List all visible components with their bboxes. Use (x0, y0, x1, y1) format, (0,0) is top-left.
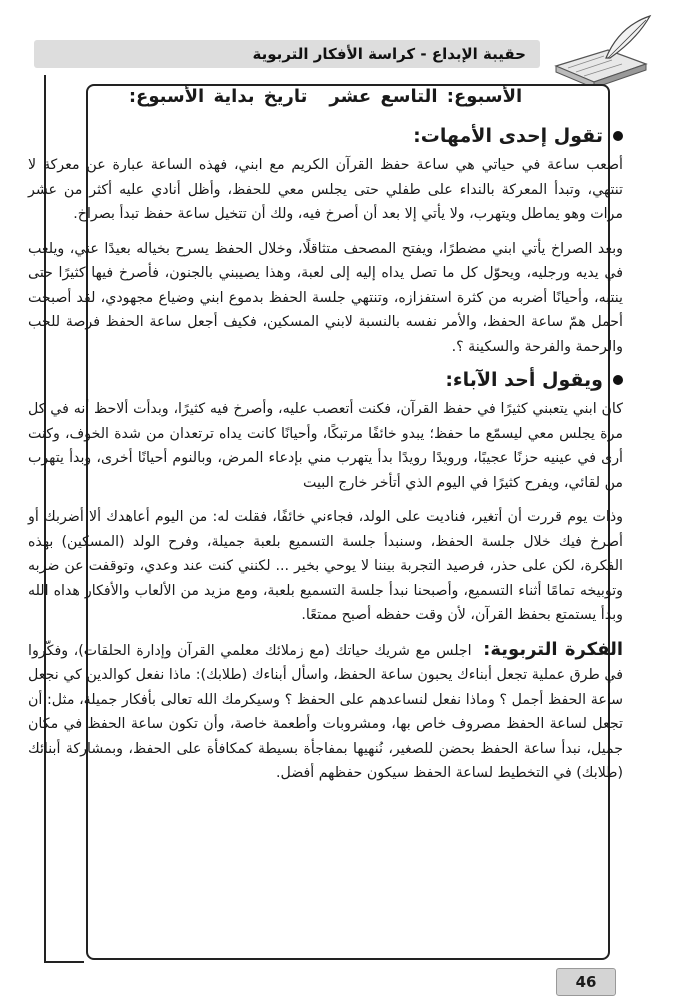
week-label: الأسبوع: التاسع عشر (329, 86, 523, 107)
header-title: حقيبة الإبداع - كراسة الأفكار التربوية (252, 45, 526, 63)
section-father-title: ويقول أحد الآباء: (28, 369, 623, 391)
educational-idea-label: الفكرة التربوية: (483, 638, 624, 660)
bullet-dot-icon (613, 375, 623, 385)
week-start-date-label: تاريخ بداية الأسبوع: (128, 86, 308, 107)
bullet-dot-icon (613, 131, 623, 141)
section-mother-title: تقول إحدى الأمهات: (28, 125, 623, 147)
book-and-quill-icon (546, 14, 654, 86)
mother-paragraph-2: وبعد الصراخ يأتي ابني مضطرًا، ويفتح المصحف متثاقلًا، وخلال الحفظ يسرح بخياله بعيدًا عني، ويلعب في يديه ورجليه، ويحوّل كل ما تصل يداه إليه إلى لعبة، وهذا يصيبني بالجنون، فأصرخ فيها كثيرًا حتى ينتبه، وأحيانًا أضربه من كثرة استفزازه، وتنتهي جلسة الحفظ بدموع ابني وضياع مجهودي، لقد أصبحت أحمل همّ ساعة الحفظ، والأمر نفسه بالنسبة لابني المسكين، فكيف أجعل ساعة الحفظ فرصة للحب والرحمة والفرحة والسكينة ؟. (28, 240, 623, 355)
mother-paragraph-1: أصعب ساعة في حياتي هي ساعة حفظ القرآن الكريم مع ابني، فهذه الساعة عبارة عن معركة لا تنتهي، وتبدأ المعركة بالنداء على طفلي حتى يجلس معي للحفظ، وأظل أنادي عليه أكثر من عشر مرات وهو يماطل ويتهرب، ولا يأتي إلا بعد أن أصرخ فيه، ولك أن تتخيل ساعة حفظ تبدأ بصراخ. (28, 157, 623, 222)
week-heading (28, 86, 623, 107)
father-paragraph-1: كان ابني يتعبني كثيرًا في حفظ القرآن، فكنت أتعصب عليه، وأصرخ فيه كثيرًا، وبدأت ألاحظ أنه في كل مرة يجلس معي ليسمّع ما حفظ؛ يبدو خائفًا مرتبكًا، وأحيانًا كانت يداه ترتعدان من شدة الخوف، وكنت أرى في عينيه حزنًا عجيبًا، ورويدًا رويدًا بدأ يتهرب مني بإدعاء المرض، وبالنوم أحيانًا أخرى، وبدأ يتهرب من لقائي، ويفرح كثيرًا في اليوم الذي أتأخر خارج البيت (28, 401, 623, 491)
header-band (34, 40, 540, 68)
educational-idea-text: اجلس مع شريك حياتك (مع زملائك معلمي القرآن وإدارة الحلقات)، وفكّروا في طرق عملية تجعل أبناءك يحبون ساعة الحفظ، واسأل أبناءك (طلابك): ماذا نفعل كوالدين كي نجعل ساعة الحفظ أجمل ؟ وماذا نفعل لنساعدهم على الحفظ ؟ وسيكرمك الله تعالى بأفكار جميلة، مثل: أن تجعل لساعة الحفظ مصروف خاص بها، ومشروبات وأطعمة خاصة، وأن تكون ساعة الحفظ في مكان جميل، نبدأ ساعة الحفظ بحضن للصغير، نُنهيها بمفاجأة بسيطة كمكافأة على الحفظ، وبمشاركة أبنائك (طلابك) في التخطيط لساعة الحفظ سيكون حفظهم أفضل. (28, 642, 623, 781)
page-number: 46 (556, 968, 616, 996)
frame-bottom-rule (44, 961, 84, 963)
educational-idea (28, 638, 623, 786)
page-content (28, 80, 623, 786)
father-paragraph-2: وذات يوم قررت أن أتغير، فناديت على الولد، فجاءني خائفًا، فقلت له: من اليوم أعاهدك ألا أضربك أو أصرخ فيك خلال جلسة الحفظ، وسنبدأ جلسة التسميع بلعبة جميلة، وفرح الولد (المسكين) بهذه الفكرة، لكن على حذر، فرصيد التجربة بيننا لا يوحي بخير ... لكنني كنت عند وعدي، وتوقفت عن ضربه وتوبيخه تمامًا أثناء التسميع، وأصبحنا نبدأ جلسة التسميع بلعبة، ومع مزيد من الألعاب والأفكار هداه الله وبدأ يستمتع بحفظ القرآن، لأن وقت حفظه أصبح ممتعًا. (28, 509, 623, 623)
